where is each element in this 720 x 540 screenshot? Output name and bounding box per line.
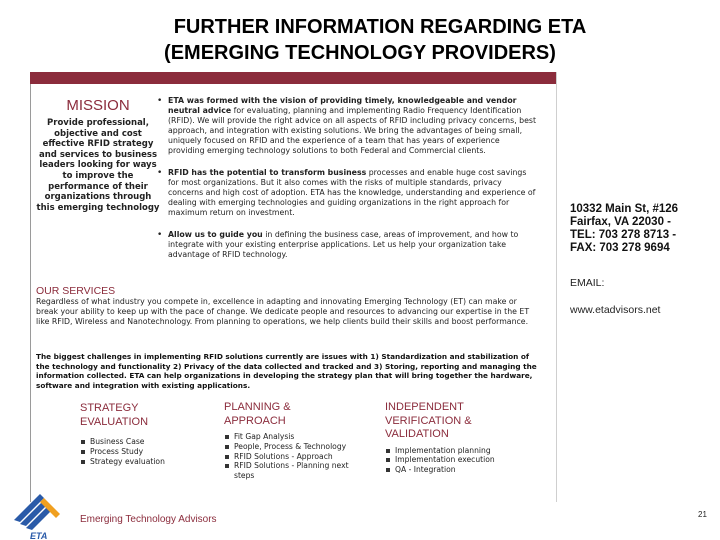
square-bullet-icon [81,460,85,464]
telephone: TEL: 703 278 8713 - [570,229,677,241]
list-item-text: RFID Solutions - Planning next steps [234,461,349,481]
address-line-2: Fairfax, VA 22030 - [570,216,671,228]
eta-logo-icon [4,486,74,540]
services-text: Regardless of what industry you compete in, excellence in adapting and innovating Emerging Technology (ET) can make or break your ability to keep up with the pace of change. We dedicate people and resources to advancing our expertise in the ET like RFID, Wireless and Nanotechnology. From planning to operations, we help clients build their skills and boost performance. [36,297,530,326]
about-bullets [156,96,536,272]
list-item-text: Implementation planning [395,445,491,455]
square-bullet-icon [81,450,85,454]
title-line-2: (EMERGING TECHNOLOGY PROVIDERS) [164,42,556,64]
bullet-text: processes and enable huge cost savings for most organizations. But it also comes with the risks of multiple standards, privacy concerns and high cost of adoption. ETA has the knowledge, understanding and experience of dealing with emerging technologies and guiding organizations in the right approach for maximum return on investment. [168,168,536,217]
list-item [385,455,535,465]
bullet-lead: ETA was formed with the vision of providing timely, knowledgeable and vendor neutral advice [168,96,517,115]
accent-bar [30,72,556,84]
mission-heading: MISSION [66,97,130,114]
square-bullet-icon [386,449,390,453]
fax: FAX: 703 278 9694 [570,242,670,254]
list-item [80,457,200,467]
list-item [385,465,535,475]
column-title: PLANNING & APPROACH [224,401,291,427]
column-list [224,432,354,481]
bullet-lead: RFID has the potential to transform business [168,168,367,177]
service-column-ivv [385,401,535,475]
square-bullet-icon [225,435,229,439]
square-bullet-icon [81,440,85,444]
service-column-planning [224,401,354,481]
list-item-text: Business Case [90,437,145,446]
bullet-item [156,96,536,156]
list-item [80,437,200,447]
square-bullet-icon [386,468,390,472]
list-item [385,446,535,456]
bullet-dot-icon: • [157,168,163,178]
page-number: 21 [698,510,707,519]
bullet-lead: Allow us to guide you [168,230,263,239]
logo-text: ETA [30,531,48,540]
challenge-text: The biggest challenges in implementing RFID solutions currently are issues with 1) Standardization and stabilization of the technology and functionality 2) Privacy of the data collected and tracked and 3) Storing, reporting and managing the information collected. ETA can help organizations in developing the strategy plan that will bring together the hardware, software and integration with existing applications. [36,352,537,390]
title-line-1: FURTHER INFORMATION REGARDING ETA [173,16,587,38]
square-bullet-icon [386,458,390,462]
list-item-text: Fit Gap Analysis [234,432,295,441]
list-item [224,461,354,481]
email-label: EMAIL: [570,277,605,289]
website-link[interactable]: www.etadvisors.net [570,304,661,316]
list-item [224,452,354,462]
column-title: INDEPENDENT VERIFICATION & VALIDATION [385,401,472,440]
list-item-text: Implementation execution [395,455,495,465]
list-item-text: QA - Integration [395,465,456,475]
list-item [224,442,354,452]
contact-address [570,203,715,255]
list-item-text: Strategy evaluation [90,456,165,466]
column-list [385,446,535,475]
bullet-text: for evaluating, planning and implementing Radio Frequency Identification (RFID). We will provide the right advice on all aspects of RFID including privacy concerns, best approach, and integration with existing solutions. We bring the advantages of being small, uniquely focused on RFID and the experience of a team that has years of experience providing emerging technology solutions to both Federal and Commercial clients. [168,106,537,155]
services-heading: OUR SERVICES [36,285,116,297]
bullet-item [156,230,536,260]
list-item-text: People, Process & Technology [234,441,347,451]
square-bullet-icon [225,464,229,468]
square-bullet-icon [225,445,229,449]
service-column-strategy [80,402,200,466]
bullet-dot-icon: • [157,96,163,106]
mission-text: Provide professional, objective and cost effective RFID strategy and services to business leaders looking for ways to improve the performance of their organizations through this emerging technology [36,118,160,213]
page-title [0,14,720,66]
bullet-text: in defining the business case, areas of improvement, and how to integrate with your existing enterprise applications. Let us help your organization take advantage of RFID technology. [168,230,519,259]
column-list [80,437,200,466]
bullet-dot-icon: • [157,230,163,240]
list-item-text: RFID Solutions - Approach [234,451,333,461]
column-title: STRATEGY EVALUATION [80,402,149,428]
square-bullet-icon [225,455,229,459]
bullet-item [156,168,536,218]
list-item-text: Process Study [90,446,144,456]
list-item [80,447,200,457]
footer-company: Emerging Technology Advisors [80,514,217,525]
address-line-1: 10332 Main St, #126 [570,203,679,215]
list-item [224,432,354,442]
